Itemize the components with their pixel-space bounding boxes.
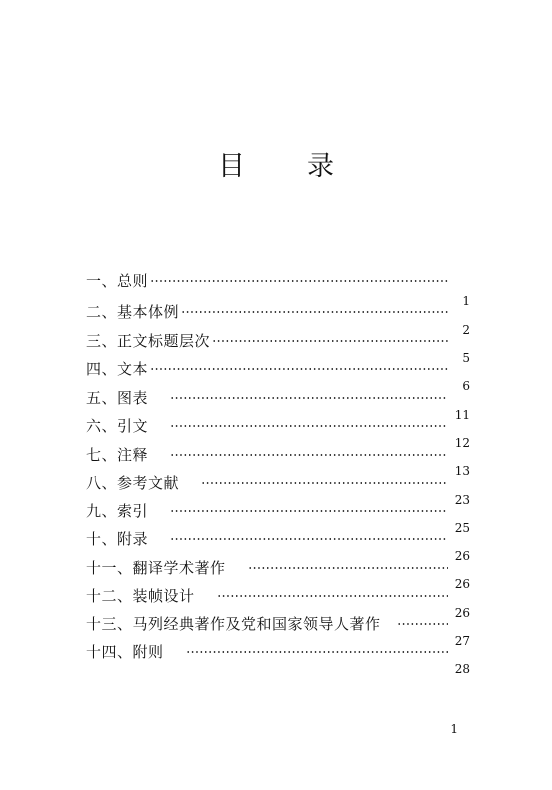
title-char-1: 目: [218, 151, 245, 182]
toc-entry-label: 五、图表: [86, 388, 149, 407]
toc-entry-12[interactable]: [86, 585, 448, 605]
dot-leader: [170, 510, 448, 512]
dot-leader: [397, 623, 448, 625]
dot-leader: [170, 425, 448, 427]
toc-page-number: 26: [454, 549, 470, 563]
toc-page-number: 5: [462, 351, 470, 365]
toc-entry-8[interactable]: [86, 472, 448, 492]
dot-leader: [170, 397, 448, 399]
toc-entry-label: 四、文本: [86, 359, 149, 378]
toc-page-number: 23: [454, 493, 470, 507]
toc-page-number: 13: [454, 464, 470, 478]
toc-page-number: 26: [454, 606, 470, 620]
toc-entry-6[interactable]: [86, 415, 448, 435]
toc-page-number: 12: [454, 436, 470, 450]
dot-leader: [248, 567, 448, 569]
toc-entry-11[interactable]: [86, 557, 448, 577]
toc-page-number: 28: [454, 662, 470, 676]
dot-leader: [150, 280, 448, 282]
dot-leader: [170, 454, 448, 456]
toc-page-number: 26: [454, 577, 470, 591]
toc-entry-10[interactable]: [86, 528, 448, 548]
dot-leader: [186, 651, 448, 653]
toc-page-number: 25: [454, 521, 470, 535]
toc-entry-label: 十三、马列经典著作及党和国家领导人著作: [86, 614, 381, 633]
toc-entry-7[interactable]: [86, 444, 448, 464]
dot-leader: [201, 482, 448, 484]
toc-entry-label: 十一、翻译学术著作: [86, 558, 226, 577]
dot-leader: [181, 311, 448, 313]
toc-entry-label: 二、基本体例: [86, 302, 180, 321]
toc-page-number: 27: [454, 634, 470, 648]
dot-leader: [212, 340, 448, 342]
toc-entry-1[interactable]: [86, 270, 448, 290]
title-char-2: 录: [307, 151, 334, 182]
toc-entry-label: 十四、附则: [86, 642, 164, 661]
page-title: [0, 144, 552, 183]
toc-entry-label: 九、索引: [86, 501, 149, 520]
toc-entry-label: 七、注释: [86, 445, 149, 464]
toc-entry-14[interactable]: [86, 641, 448, 661]
dot-leader: [170, 538, 448, 540]
toc-entry-2[interactable]: [86, 301, 448, 321]
toc-entry-label: 十二、装帧设计: [86, 586, 195, 605]
toc-entry-label: 三、正文标题层次: [86, 331, 211, 350]
toc-entry-13[interactable]: [86, 613, 448, 633]
toc-entry-label: 十、附录: [86, 529, 149, 548]
toc-page-number: 1: [462, 294, 470, 308]
toc-entry-9[interactable]: [86, 500, 448, 520]
dot-leader: [150, 368, 448, 370]
toc-entry-label: 一、总则: [86, 271, 149, 290]
toc-entry-label: 六、引文: [86, 416, 149, 435]
toc-page-number: 2: [462, 323, 470, 337]
toc-entry-4[interactable]: [86, 358, 448, 378]
toc-entry-3[interactable]: [86, 330, 448, 350]
toc-entry-label: 八、参考文献: [86, 473, 180, 492]
toc-page-number: 11: [454, 408, 470, 422]
dot-leader: [217, 595, 448, 597]
toc-entry-5[interactable]: [86, 387, 448, 407]
footer-page-number: 1: [450, 722, 458, 736]
toc-page-number: 6: [462, 379, 470, 393]
